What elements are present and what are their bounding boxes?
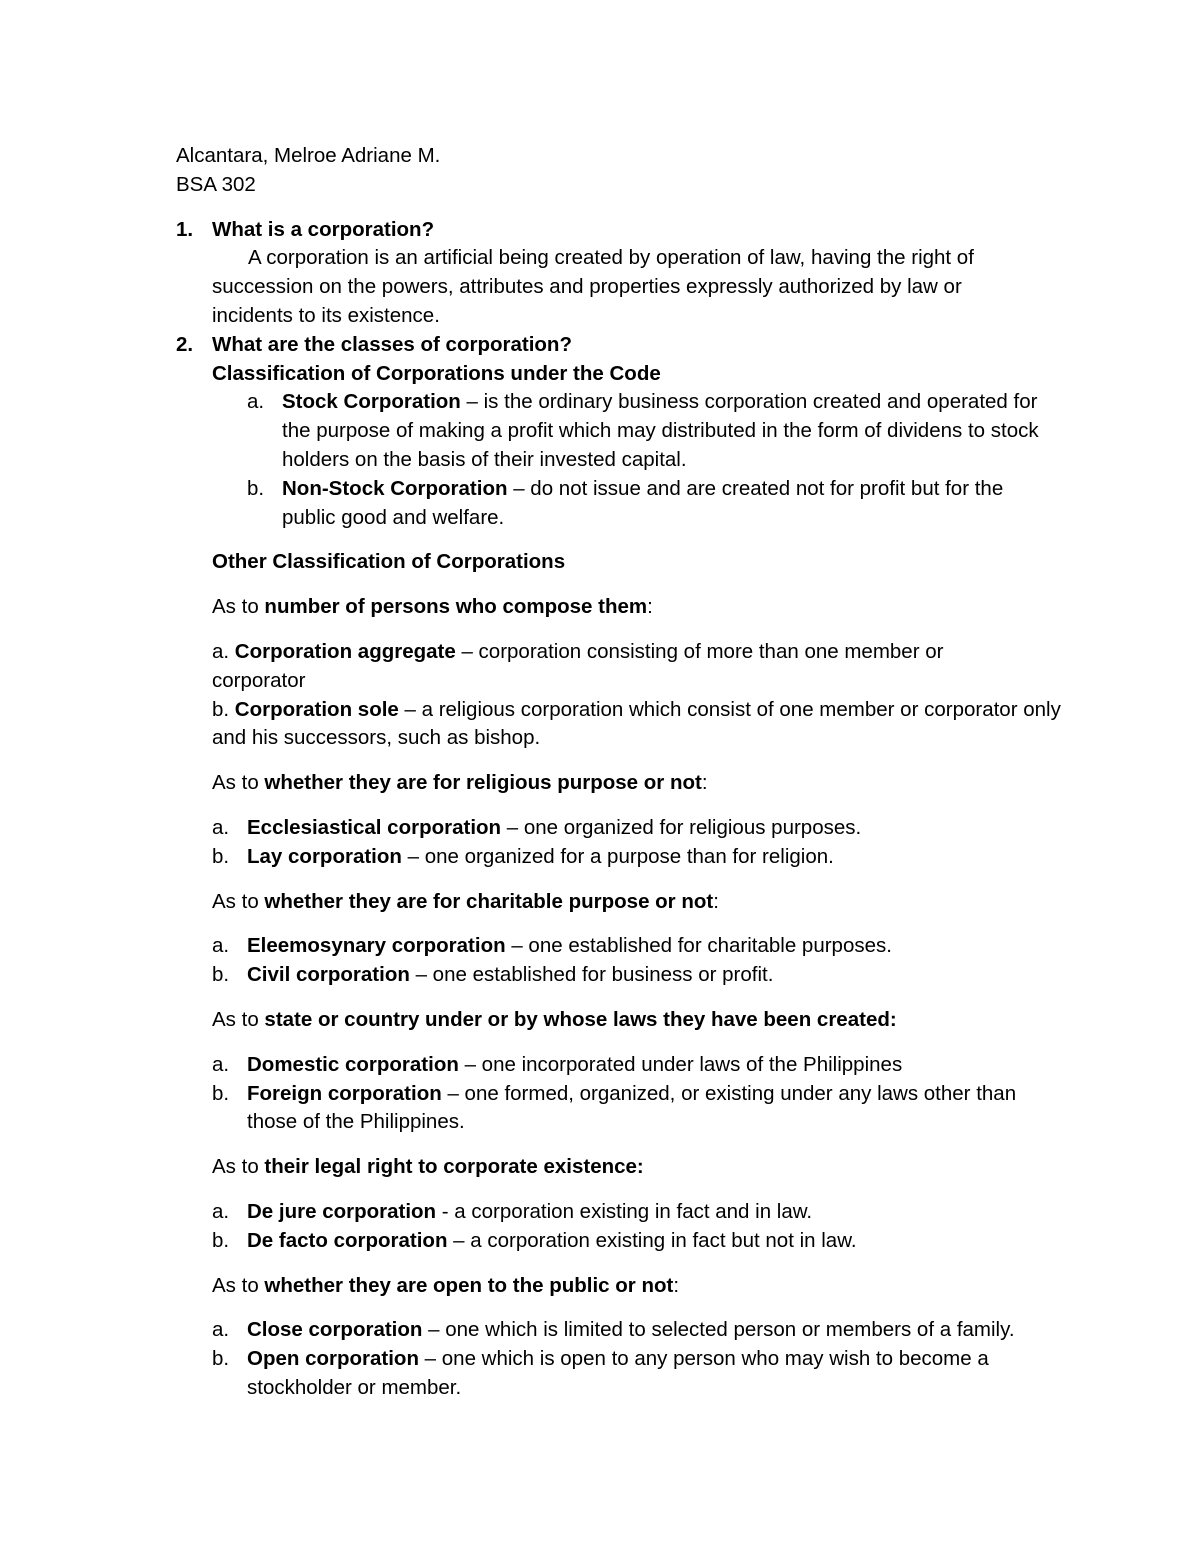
term: Ecclesiastical corporation bbox=[247, 815, 502, 839]
description: – one organized for a purpose than for religion. bbox=[401, 844, 834, 868]
group-item-ecclesiastical bbox=[176, 814, 1076, 843]
question-1 bbox=[176, 216, 1076, 245]
group-prefix: As to bbox=[212, 1007, 265, 1031]
list-letter: b. bbox=[247, 476, 265, 500]
term: Eleemosynary corporation bbox=[247, 934, 506, 958]
term: Civil corporation bbox=[247, 963, 410, 987]
group-topic: number of persons who compose them bbox=[264, 595, 648, 619]
student-section: BSA 302 bbox=[176, 172, 256, 196]
description: – one established for charitable purposes. bbox=[505, 934, 892, 958]
term: Open corporation bbox=[247, 1347, 419, 1371]
code-item-non-stock bbox=[176, 475, 1042, 533]
group-heading-open-public bbox=[176, 1272, 1076, 1301]
description: – do not issue and are created not for profit but for the public good and welfare. bbox=[282, 476, 1004, 529]
term: Non-Stock Corporation bbox=[282, 476, 508, 500]
group-item-close bbox=[176, 1316, 1076, 1345]
question-2-number: 2. bbox=[176, 332, 194, 356]
code-classification-heading: Classification of Corporations under the Code bbox=[212, 361, 661, 385]
group-prefix: As to bbox=[212, 771, 265, 795]
description: – is the ordinary business corporation created and operated for the purpose of making a profit which may distributed in the form of dividens to stock holders on the basis of their invested capital. bbox=[282, 390, 1039, 471]
description: - a corporation existing in fact and in law. bbox=[436, 1199, 813, 1223]
term: Corporation aggregate bbox=[234, 639, 456, 663]
group-suffix: : bbox=[647, 595, 653, 619]
list-letter: a. bbox=[212, 934, 230, 958]
group-suffix: : bbox=[701, 771, 708, 795]
group-prefix: As to bbox=[212, 1273, 265, 1297]
term: Lay corporation bbox=[247, 844, 402, 868]
description: – one organized for religious purposes. bbox=[501, 815, 862, 839]
list-letter: b. bbox=[212, 1228, 230, 1252]
group-item-sole bbox=[176, 696, 1076, 754]
group-heading-religious bbox=[176, 769, 1076, 798]
term: De facto corporation bbox=[247, 1228, 448, 1252]
group-heading-charitable bbox=[176, 888, 1076, 917]
group-topic: state or country under or by whose laws they have been created: bbox=[264, 1007, 897, 1031]
list-letter: a. bbox=[212, 815, 230, 839]
list-letter: a. bbox=[212, 639, 235, 663]
question-2-text: What are the classes of corporation? bbox=[212, 332, 572, 356]
list-letter: a. bbox=[212, 1199, 230, 1223]
question-1-number: 1. bbox=[176, 217, 194, 241]
list-letter: a. bbox=[212, 1052, 230, 1076]
description: – one incorporated under laws of the Philippines bbox=[458, 1052, 903, 1076]
term: Close corporation bbox=[247, 1318, 423, 1342]
question-1-answer-text: A corporation is an artificial being created by operation of law, having the right of succession on the powers, attributes and properties expressly authorized by law or incidents to its existence. bbox=[212, 246, 974, 327]
group-prefix: As to bbox=[212, 595, 265, 619]
group-item-foreign bbox=[176, 1080, 1047, 1138]
group-topic: their legal right to corporate existence: bbox=[264, 1155, 644, 1179]
group-suffix: : bbox=[673, 1273, 680, 1297]
question-1-text: What is a corporation? bbox=[212, 217, 435, 241]
group-item-de-jure bbox=[176, 1198, 1076, 1227]
description: – one established for business or profit. bbox=[409, 963, 774, 987]
term: Corporation sole bbox=[234, 697, 399, 721]
list-letter: b. bbox=[212, 697, 235, 721]
term: Foreign corporation bbox=[247, 1081, 442, 1105]
student-name: Alcantara, Melroe Adriane M. bbox=[176, 144, 441, 167]
group-item-lay bbox=[176, 843, 1076, 872]
group-item-de-facto bbox=[176, 1227, 1076, 1256]
group-item-open bbox=[176, 1345, 1027, 1403]
group-item-domestic bbox=[176, 1051, 1076, 1080]
term: Domestic corporation bbox=[247, 1052, 459, 1076]
question-2 bbox=[176, 331, 1076, 360]
group-suffix: : bbox=[713, 889, 719, 913]
list-letter: b. bbox=[212, 1347, 230, 1371]
group-heading-state-country bbox=[176, 1006, 1076, 1035]
group-topic: whether they are for religious purpose or not bbox=[264, 771, 702, 795]
description: – a corporation existing in fact but not in law. bbox=[447, 1228, 857, 1252]
document-body bbox=[176, 142, 1076, 1403]
code-item-stock bbox=[176, 388, 1042, 474]
term: Stock Corporation bbox=[282, 390, 461, 414]
group-topic: whether they are for charitable purpose or not bbox=[264, 889, 714, 913]
list-letter: b. bbox=[212, 844, 230, 868]
group-heading-legal-right bbox=[176, 1153, 1076, 1182]
list-letter: a. bbox=[247, 390, 265, 414]
description: – corporation consisting of more than one member or corporator bbox=[212, 639, 944, 692]
group-topic: whether they are open to the public or not bbox=[264, 1273, 674, 1297]
description: – one which is limited to selected person or members of a family. bbox=[422, 1318, 1015, 1342]
group-item-eleemosynary bbox=[176, 932, 1076, 961]
group-prefix: As to bbox=[212, 889, 265, 913]
question-1-answer bbox=[176, 244, 1032, 330]
description: – a religious corporation which consist of one member or corporator only and his successors, such as bishop. bbox=[212, 697, 1061, 750]
description: – one formed, organized, or existing under any laws other than those of the Philippines. bbox=[247, 1081, 1017, 1134]
list-letter: b. bbox=[212, 1081, 230, 1105]
group-heading-number-of-persons bbox=[176, 593, 1076, 622]
group-item-aggregate bbox=[176, 638, 1022, 696]
group-prefix: As to bbox=[212, 1155, 265, 1179]
other-classification-heading: Other Classification of Corporations bbox=[212, 550, 566, 574]
description: – one which is open to any person who may wish to become a stockholder or member. bbox=[247, 1347, 989, 1399]
list-letter: b. bbox=[212, 963, 230, 987]
term: De jure corporation bbox=[247, 1199, 437, 1223]
group-item-civil bbox=[176, 961, 1076, 990]
list-letter: a. bbox=[212, 1318, 230, 1342]
